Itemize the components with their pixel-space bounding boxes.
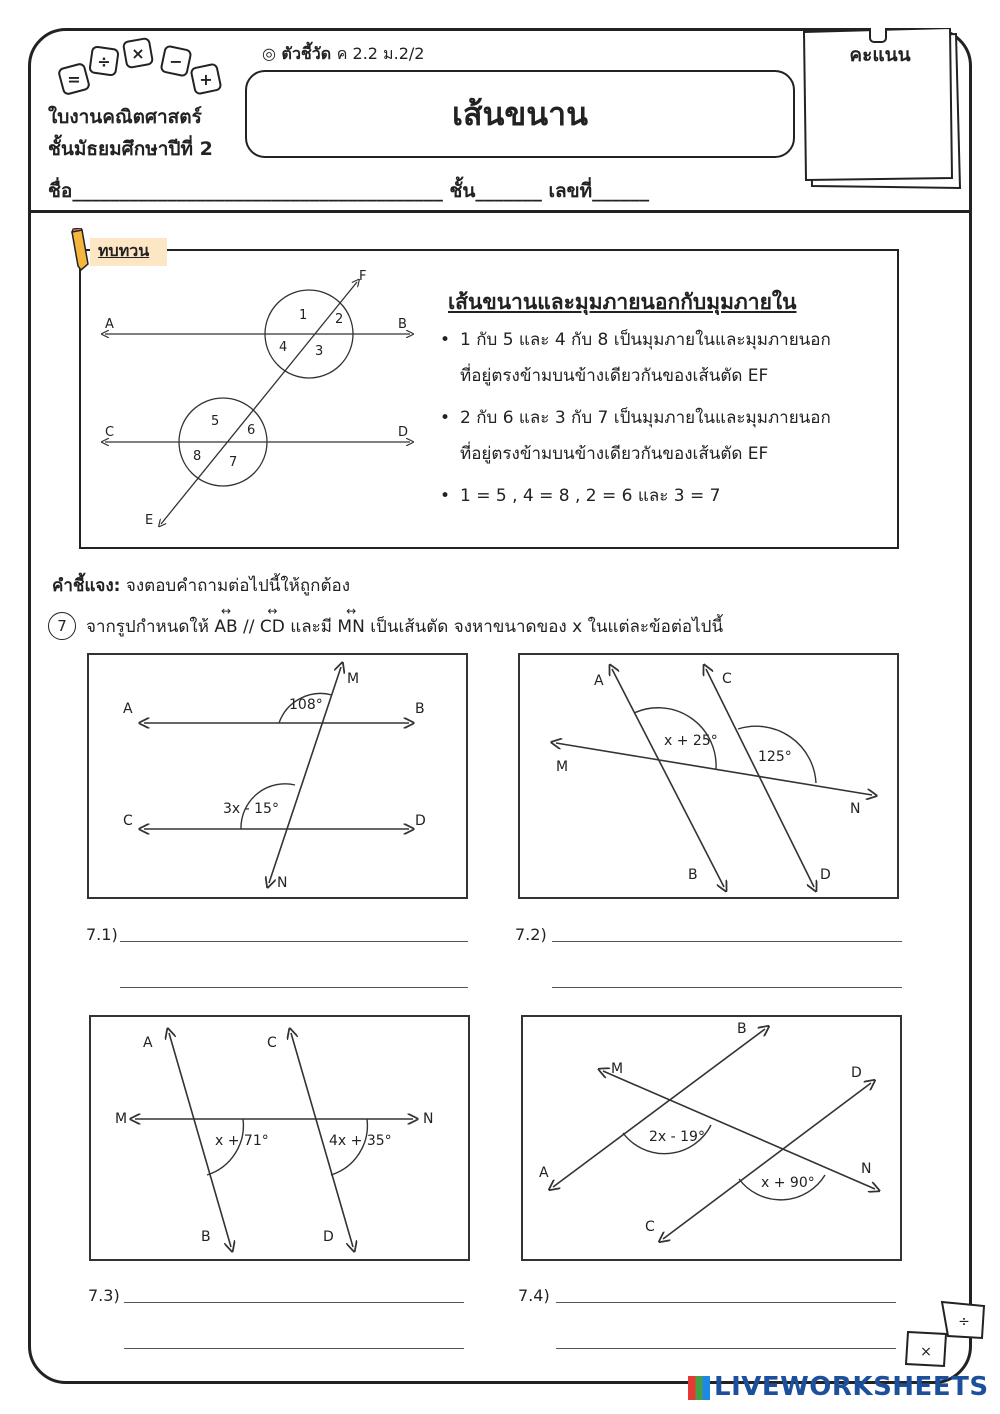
worksheet-grade: ชั้นมัธยมศึกษาปีที่ 2 [48,138,213,160]
name-field[interactable]: _______________________________________ [72,180,443,202]
indicator-code: ค 2.2 ม.2/2 [336,44,425,63]
instructions [52,572,350,599]
angle-label: x + 71° [215,1133,269,1149]
answer-line[interactable] [556,1348,896,1349]
answer-line[interactable] [552,987,902,988]
answer-label: 7.2) [515,925,547,944]
answer-label: 7.3) [88,1286,120,1305]
review-diagram [95,262,425,537]
score-label: คะแนน [849,44,911,66]
puzzle-decoration-icon [902,1298,992,1370]
page-title: เส้นขนาน [245,70,795,158]
diagram-label: B [398,317,407,332]
brand-text: LIVEWORKSHEETS [714,1372,989,1402]
angle-label: 3 [315,344,324,359]
answer-line[interactable] [556,1302,896,1303]
fig-label: M [347,671,360,687]
fig-label: N [850,801,861,817]
answer-line[interactable] [120,941,468,942]
question-7 [48,612,723,640]
review-bullet: • 1 = 5 , 4 = 8 , 2 = 6 และ 3 = 7 [440,486,721,506]
angle-label: x + 25° [664,733,718,749]
svg-text:×: × [131,44,145,63]
angle-label: x + 90° [761,1175,815,1191]
review-tag: ทบทวน [90,238,167,266]
fig-label: A [143,1035,153,1051]
fig-label: D [323,1229,334,1245]
worksheet-subject: ใบงานคณิตศาสตร์ [48,106,202,128]
review-title: เส้นขนานและมุมภายนอกกับมุมภายใน [448,290,797,314]
figure-7-2 [518,653,899,899]
dice-decoration-icon [55,36,230,106]
fig-label: B [737,1021,747,1037]
fig-label: M [115,1111,128,1127]
answer-line[interactable] [124,1348,464,1349]
svg-text:÷: ÷ [97,52,111,71]
fig-label: A [539,1165,549,1181]
angle-label: 7 [229,455,238,470]
angle-label: 6 [247,423,256,438]
answer-line[interactable] [124,1302,464,1303]
score-field[interactable] [818,78,948,174]
angle-label: 3x - 15° [223,801,279,817]
fig-label: C [722,671,732,687]
question-text: จากรูปกำหนดให้ [86,616,209,637]
instructions-label: คำชี้แจง: [52,576,121,596]
figure-7-3 [89,1015,470,1261]
target-icon: ◎ [262,44,276,63]
line-mn-label: ↔ MN [337,617,364,637]
answer-line[interactable] [120,987,468,988]
fig-label: C [123,813,133,829]
fig-label: N [861,1161,872,1177]
answer-label: 7.1) [86,925,118,944]
question-text: เป็นเส้นตัด จงหาขนาดของ x ในแต่ละข้อต่อไปนี้ [370,616,724,637]
student-info-row [48,176,649,206]
fig-label: C [645,1219,655,1235]
liveworksheets-icon [688,1376,710,1400]
figure-7-4 [521,1015,902,1261]
indicator-label: ตัวชี้วัด [281,44,332,63]
fig-label: D [415,813,426,829]
instructions-text: จงตอบคำถามต่อไปนี้ให้ถูกต้อง [125,576,351,596]
angle-label: 5 [211,414,220,429]
header-divider [28,210,972,213]
fig-label: M [556,759,569,775]
svg-text:=: = [67,70,81,89]
number-field[interactable]: ______ [592,180,650,202]
fig-label: B [415,701,425,717]
angle-label: 108° [289,697,323,713]
answer-line[interactable] [552,941,902,942]
review-bullet-cont: ที่อยู่ตรงข้ามบนข้างเดียวกันของเส้นตัด EF [460,444,769,464]
fig-label: M [611,1061,624,1077]
number-label: เลขที่ [548,180,593,202]
bullet-text: 2 กับ 6 และ 3 กับ 7 เป็นมุมภายในและมุมภายนอก [460,408,831,428]
svg-text:−: − [169,52,183,71]
angle-label: 2x - 19° [649,1129,705,1145]
svg-text:+: + [199,70,213,89]
fig-label: A [123,701,133,717]
question-number: 7 [48,612,76,640]
fig-label: B [688,867,698,883]
angle-label: 125° [758,749,792,765]
diagram-label: E [145,513,154,528]
diagram-label: F [359,269,367,284]
answer-label: 7.4) [518,1286,550,1305]
bullet-text: 1 = 5 , 4 = 8 , 2 = 6 และ 3 = 7 [460,486,721,506]
review-bullet: • 1 กับ 5 และ 4 กับ 8 เป็นมุมภายในและมุมภายนอก [440,330,831,350]
line-ab-label: ↔ AB [214,617,237,637]
angle-label: 8 [193,449,202,464]
angle-label: 1 [299,308,308,323]
angle-label: 4 [279,340,288,355]
name-label: ชื่อ [48,180,73,202]
diagram-label: C [105,425,115,440]
fig-label: D [820,867,831,883]
diagram-label: A [105,317,114,332]
review-bullet-cont: ที่อยู่ตรงข้ามบนข้างเดียวกันของเส้นตัด EF [460,366,769,386]
fig-label: B [201,1229,211,1245]
fig-label: N [423,1111,434,1127]
indicator [262,42,424,67]
diagram-label: D [398,425,409,440]
bullet-text: 1 กับ 5 และ 4 กับ 8 เป็นมุมภายในและมุมภายนอก [460,330,831,350]
fig-label: C [267,1035,277,1051]
parallel-symbol: // [243,616,255,637]
svg-text:÷: ÷ [958,1314,970,1330]
review-bullet: • 2 กับ 6 และ 3 กับ 7 เป็นมุมภายในและมุมภายนอก [440,408,831,428]
line-ef [161,282,357,524]
class-field[interactable]: _______ [475,180,542,202]
fig-label: A [594,673,604,689]
line-cd-label: ↔ CD [260,617,285,637]
liveworksheets-logo [688,1372,989,1402]
svg-text:×: × [920,1344,932,1360]
fig-label: N [277,875,288,891]
angle-label: 4x + 35° [329,1133,392,1149]
figure-7-1 [87,653,468,899]
question-text: และมี [290,616,333,637]
class-label: ชั้น [449,180,476,202]
angle-label: 2 [335,312,344,327]
fig-label: D [851,1065,862,1081]
